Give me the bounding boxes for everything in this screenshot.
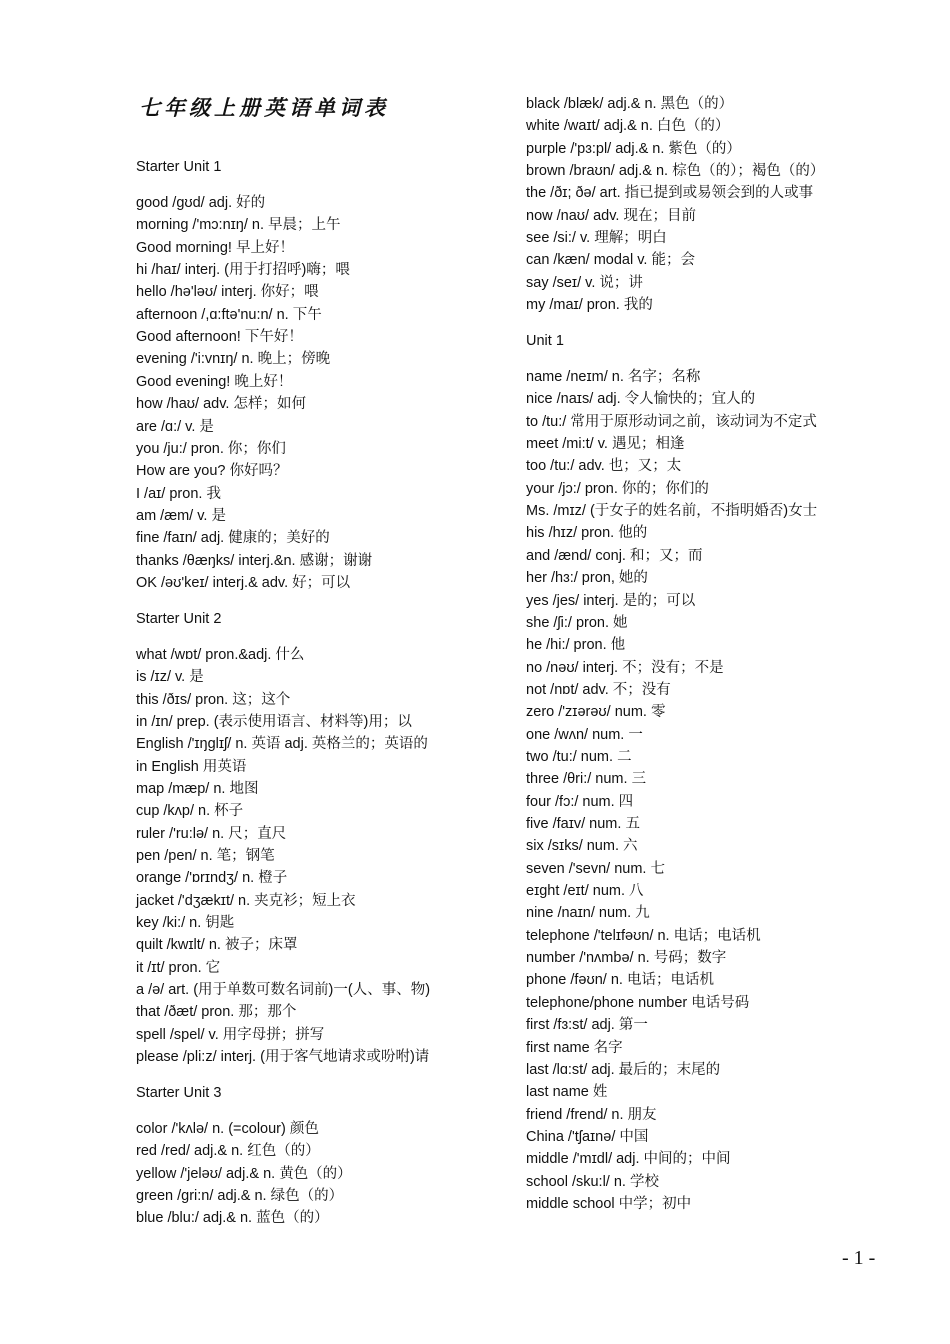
word-entry: black /blæk/ adj.& n. 黑色（的） xyxy=(526,96,734,112)
page-title: 七年级上册英语单词表 xyxy=(139,95,389,120)
word-entry: not /nɒt/ adv. 不；没有 xyxy=(526,681,671,698)
word-entry: five /faɪv/ num. 五 xyxy=(526,816,640,832)
word-entry: too /tu:/ adv. 也；又；太 xyxy=(526,458,682,475)
word-entry: is /ɪz/ v. 是 xyxy=(136,669,204,686)
word-entry: are /ɑ:/ v. 是 xyxy=(136,418,214,435)
word-entry: cup /kʌp/ n. 杯子 xyxy=(136,803,244,820)
word-entry: morning /'mɔ:nɪŋ/ n. 早晨；上午 xyxy=(136,217,341,234)
word-entry: orange /'ɒrɪndʒ/ n. 橙子 xyxy=(136,870,288,887)
word-entry: two /tu:/ num. 二 xyxy=(526,748,632,765)
unit-heading: Unit 1 xyxy=(526,333,564,349)
word-entry: color /'kʌlə/ n. (=colour) 颜色 xyxy=(136,1120,319,1137)
word-entry: your /jɔ:/ pron. 你的；你们的 xyxy=(526,480,709,497)
word-entry: she /ʃi:/ pron. 她 xyxy=(526,614,628,631)
word-entry: green /gri:n/ adj.& n. 绿色（的） xyxy=(136,1188,344,1204)
word-entry: phone /fəʊn/ n. 电话；电话机 xyxy=(526,972,714,989)
word-entry: last name 姓 xyxy=(526,1084,608,1101)
word-entry: eɪght /eɪt/ num. 八 xyxy=(526,883,644,900)
word-entry: evening /'i:vnɪŋ/ n. 晚上；傍晚 xyxy=(136,351,331,368)
word-entry: friend /frend/ n. 朋友 xyxy=(526,1106,657,1123)
word-entry: last /lɑ:st/ adj. 最后的；末尾的 xyxy=(526,1061,721,1078)
word-entry: what /wɒt/ pron.&adj. 什么 xyxy=(136,646,305,663)
word-entry: number /'nʌmbə/ n. 号码；数字 xyxy=(526,950,727,967)
word-entry: quilt /kwɪlt/ n. 被子；床罩 xyxy=(136,937,298,954)
word-entry: you /ju:/ pron. 你；你们 xyxy=(136,440,286,457)
word-entry: China /'tʃaɪnə/ 中国 xyxy=(526,1128,649,1145)
page-number: - 1 - xyxy=(842,1247,876,1269)
word-entry: school /sku:l/ n. 学校 xyxy=(526,1173,659,1190)
word-entry: key /ki:/ n. 钥匙 xyxy=(136,915,235,931)
word-entry: middle /'mɪdl/ adj. 中间的；中间 xyxy=(526,1151,731,1168)
word-entry: meet /mi:t/ v. 遇见；相逢 xyxy=(526,436,685,453)
word-entry: telephone /'telɪfəʊn/ n. 电话；电话机 xyxy=(526,927,761,944)
word-entry: that /ðæt/ pron. 那；那个 xyxy=(136,1004,297,1021)
word-entry: red /red/ adj.& n. 红色（的） xyxy=(136,1143,320,1160)
word-entry: hi /haɪ/ interj. (用于打招呼)嗨；喂 xyxy=(136,262,350,279)
word-entry: in /ɪn/ prep. (表示使用语言、材料等)用；以 xyxy=(136,713,412,730)
word-entry: three /θri:/ num. 三 xyxy=(526,771,647,788)
unit-heading: Starter Unit 2 xyxy=(136,610,222,627)
word-entry: and /ænd/ conj. 和；又；而 xyxy=(526,547,703,564)
word-entry: his /hɪz/ pron. 他的 xyxy=(526,525,648,542)
word-entry: six /sɪks/ num. 六 xyxy=(526,838,638,855)
word-entry: please /pli:z/ interj. (用于客气地请求或吩咐)请 xyxy=(136,1049,430,1066)
word-entry: nine /naɪn/ num. 九 xyxy=(526,905,650,922)
word-entry: one /wʌn/ num. 一 xyxy=(526,726,643,743)
word-entry: nice /naɪs/ adj. 令人愉快的；宜人的 xyxy=(526,391,756,408)
unit-heading: Starter Unit 1 xyxy=(136,159,222,175)
word-entry: say /seɪ/ v. 说；讲 xyxy=(526,274,643,291)
word-entry: blue /blu:/ adj.& n. 蓝色（的） xyxy=(136,1210,329,1227)
word-entry: OK /əʊ'keɪ/ interj.& adv. 好；可以 xyxy=(136,574,351,591)
word-entry: spell /spel/ v. 用字母拼；拼写 xyxy=(136,1026,325,1043)
word-entry: now /naʊ/ adv. 现在；目前 xyxy=(526,207,696,224)
word-entry: brown /braʊn/ adj.& n. 棕色（的）；褐色（的） xyxy=(526,163,825,180)
word-entry: no /nəʊ/ interj. 不；没有；不是 xyxy=(526,659,724,676)
word-entry: Good evening! 晚上好！ xyxy=(136,373,293,390)
word-entry: see /si:/ v. 理解；明白 xyxy=(526,230,667,247)
word-entry: seven /'sevn/ num. 七 xyxy=(526,860,665,877)
word-entry: telephone/phone number 电话号码 xyxy=(526,994,750,1011)
word-entry: How are you? 你好吗？ xyxy=(136,463,288,480)
word-entry: the /ðɪ; ðə/ art. 指已提到或易领会到的人或事 xyxy=(526,185,814,202)
word-entry: yes /jes/ interj. 是的；可以 xyxy=(526,592,696,609)
word-entry: her /hɜ:/ pron, 她的 xyxy=(526,570,648,587)
word-entry: am /æm/ v. 是 xyxy=(136,507,226,524)
word-entry: he /hi:/ pron. 他 xyxy=(526,637,626,654)
word-entry: fine /faɪn/ adj. 健康的；美好的 xyxy=(136,530,330,547)
word-entry: pen /pen/ n. 笔；钢笔 xyxy=(136,847,275,864)
word-entry: yellow /'jeləʊ/ adj.& n. 黄色（的） xyxy=(136,1165,352,1182)
word-entry: a /ə/ art. (用于单数可数名词前)一(人、事、物) xyxy=(136,982,431,999)
word-entry: my /maɪ/ pron. 我的 xyxy=(526,297,653,314)
word-entry: hello /hə'ləʊ/ interj. 你好；喂 xyxy=(136,284,319,301)
word-entry: English /'ɪŋglɪʃ/ n. 英语 adj. 英格兰的；英语的 xyxy=(136,736,428,753)
word-entry: ruler /'ru:lə/ n. 尺；直尺 xyxy=(136,825,287,842)
word-entry: four /fɔ:/ num. 四 xyxy=(526,793,634,810)
word-entry: map /mæp/ n. 地图 xyxy=(136,780,259,797)
word-entry: Ms. /mɪz/ (于女子的姓名前，不指明婚否)女士 xyxy=(526,503,818,520)
unit-heading: Starter Unit 3 xyxy=(136,1084,222,1101)
word-entry: it /ɪt/ pron. 它 xyxy=(136,959,221,976)
word-entry: name /neɪm/ n. 名字；名称 xyxy=(526,369,701,385)
word-entry: middle school 中学；初中 xyxy=(526,1195,692,1212)
word-entry: Good morning! 早上好！ xyxy=(136,239,294,256)
word-entry: this /ðɪs/ pron. 这；这个 xyxy=(136,691,291,708)
word-entry: first /fɜ:st/ adj. 第一 xyxy=(526,1017,648,1034)
word-entry: how /haʊ/ adv. 怎样；如何 xyxy=(136,396,306,413)
word-entry: white /waɪt/ adj.& n. 白色（的） xyxy=(526,118,730,135)
word-entry: I /aɪ/ pron. 我 xyxy=(136,485,221,502)
word-entry: good /gʊd/ adj. 好的 xyxy=(136,195,266,211)
word-entry: purple /'pɜ:pl/ adj.& n. 紫色（的） xyxy=(526,140,741,157)
word-entry: afternoon /,ɑ:ftə'nu:n/ n. 下午 xyxy=(136,306,322,323)
word-entry: to /tu:/ 常用于原形动词之前，该动词为不定式 xyxy=(526,413,817,430)
word-entry: can /kæn/ modal v. 能；会 xyxy=(526,252,695,269)
word-entry: zero /'zɪərəʊ/ num. 零 xyxy=(526,704,666,721)
word-entry: jacket /'dʒækɪt/ n. 夹克衫；短上衣 xyxy=(136,892,356,909)
word-entry: in English 用英语 xyxy=(136,758,247,775)
word-entry: first name 名字 xyxy=(526,1039,623,1056)
word-entry: thanks /θæŋks/ interj.&n. 感谢；谢谢 xyxy=(136,552,373,569)
word-entry: Good afternoon! 下午好！ xyxy=(136,329,303,346)
